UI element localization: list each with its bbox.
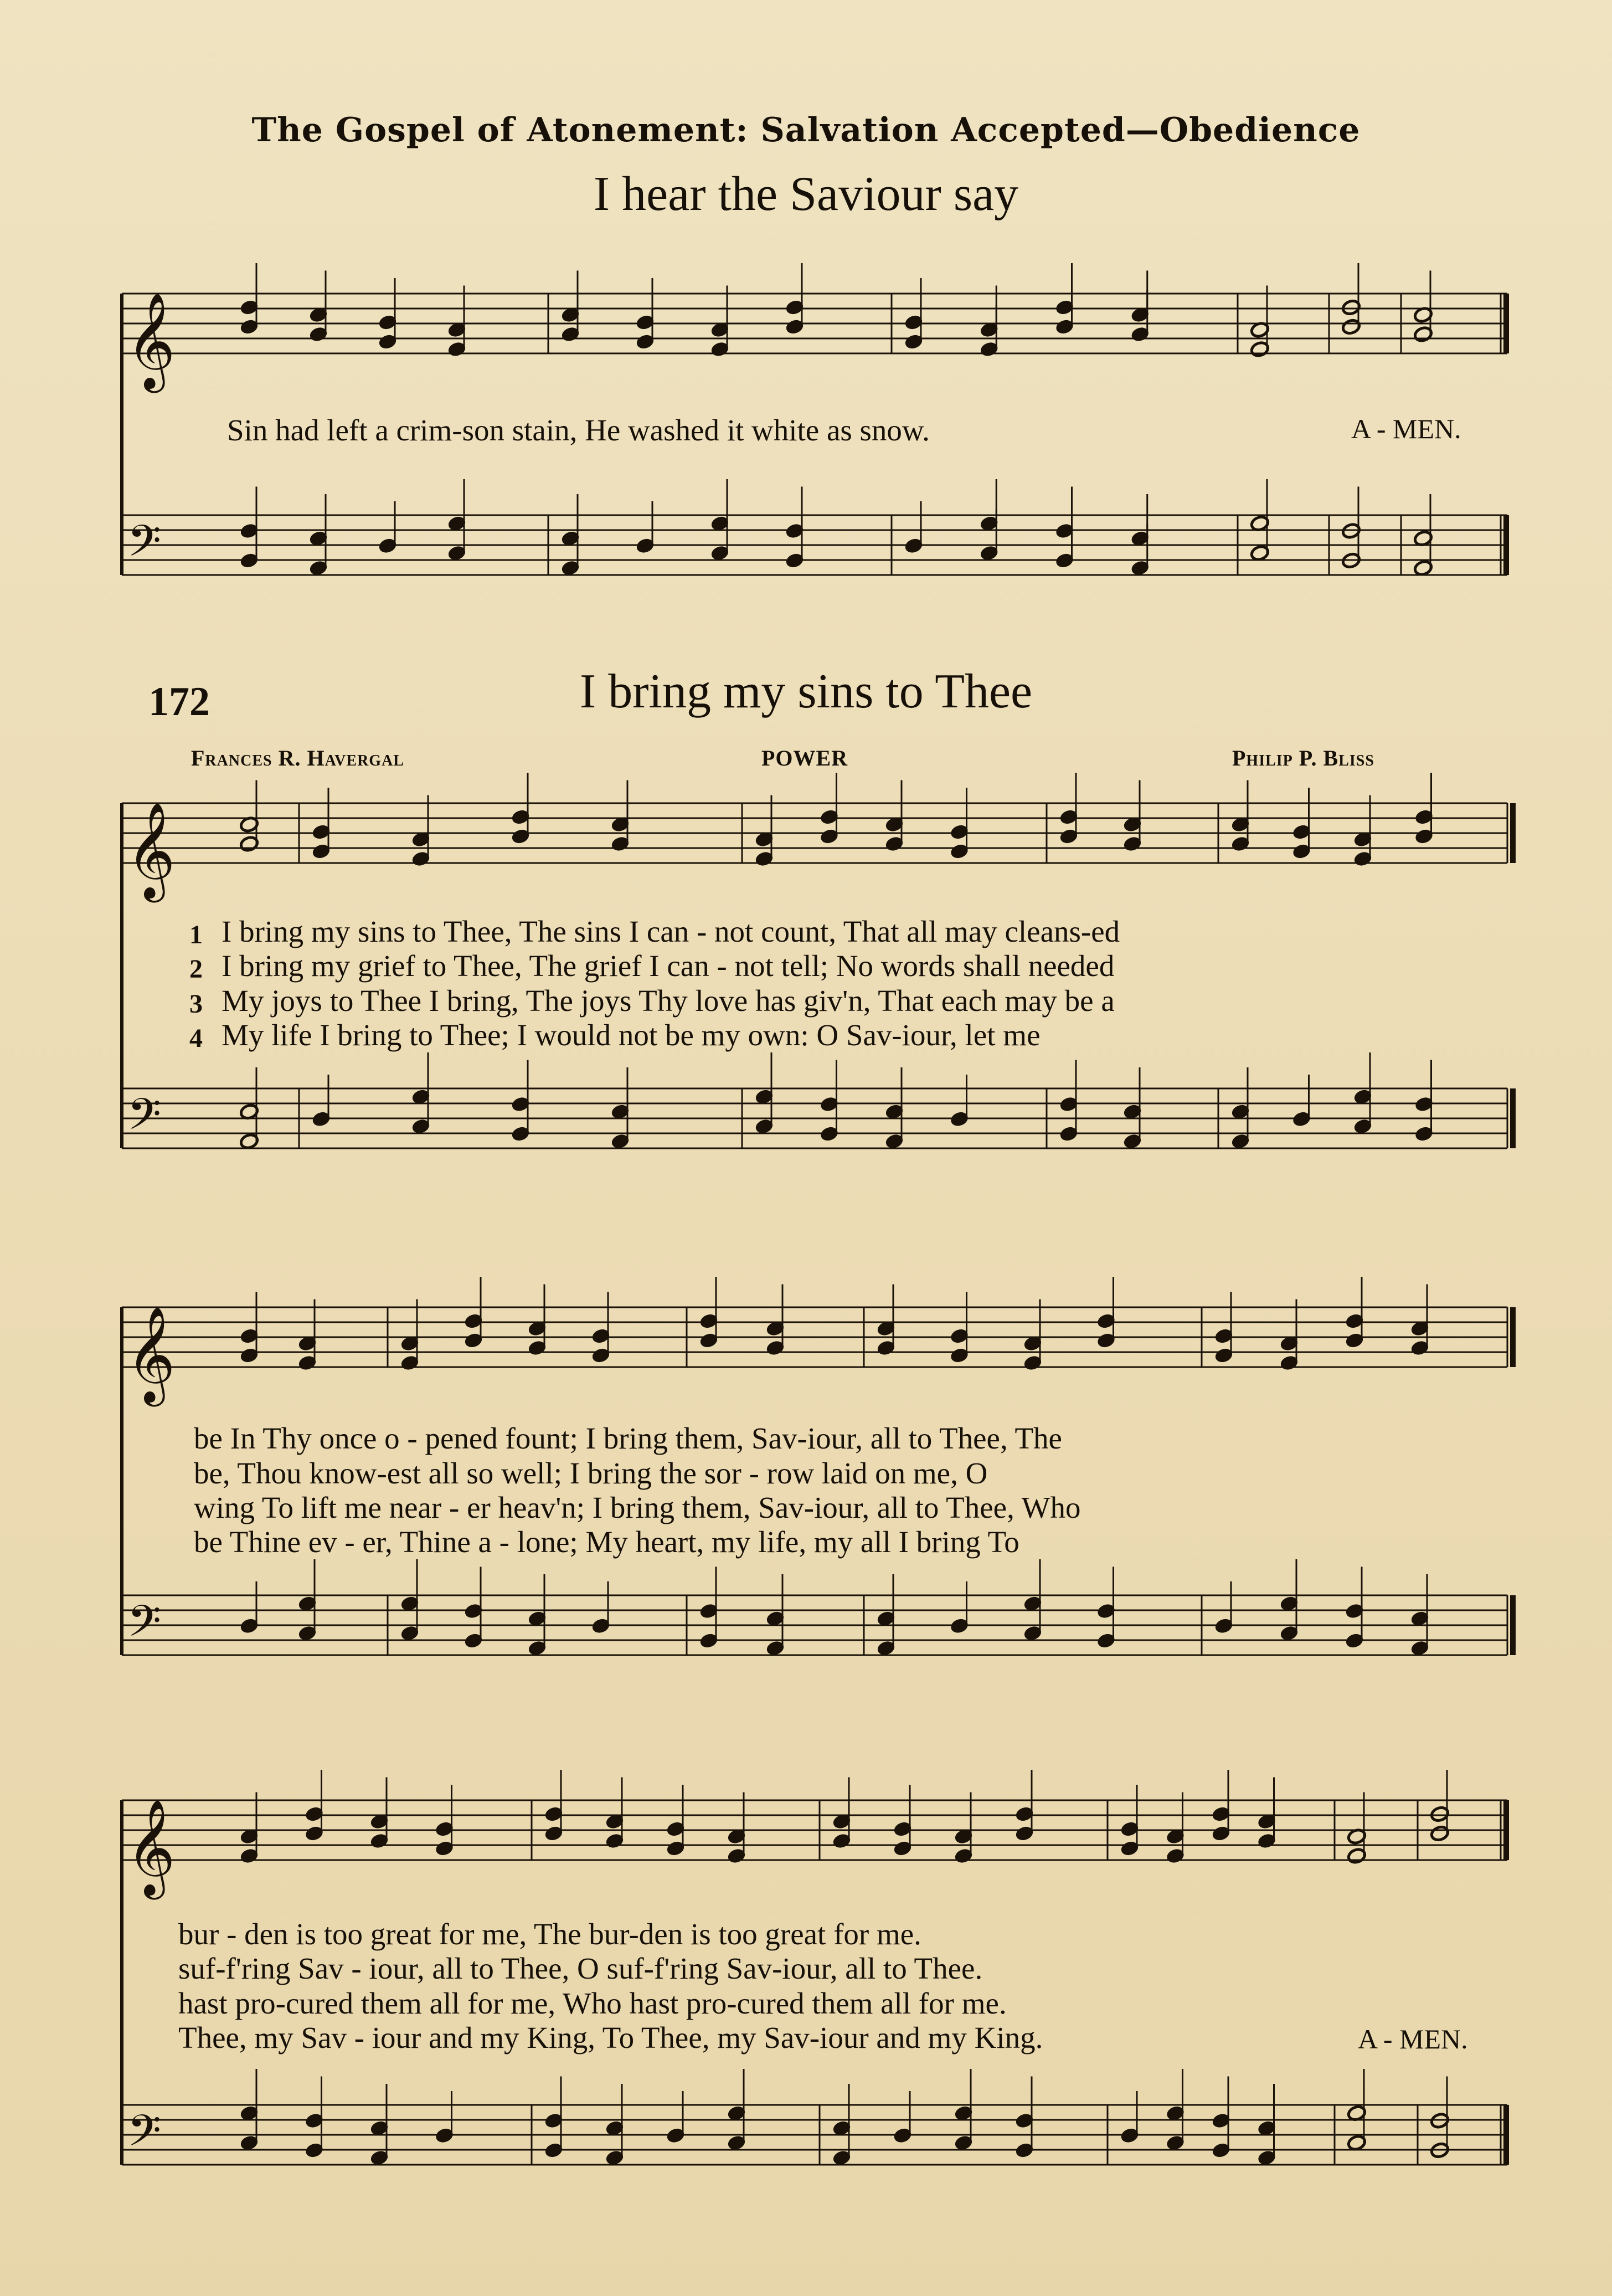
hymn-author: Frances R. Havergal [191, 746, 404, 771]
verse-2-line-1: I bring my grief to Thee, The grief I can - not tell; No words shall needed [222, 949, 1115, 983]
verse-2-line-2: be, Thou know-est all so well; I bring the sor - row laid on me, O [194, 1456, 988, 1490]
verse-3-line-2: wing To lift me near - er heav'n; I bring them, Sav-iour, all to Thee, Who [194, 1491, 1081, 1524]
verse-1-line-3: bur - den is too great for me, The bur-den is too great for me. [178, 1917, 921, 1951]
section-heading: The Gospel of Atonement: Salvation Accepted—Obedience [251, 111, 1361, 150]
hymn-title: I bring my sins to Thee [579, 665, 1033, 718]
verse-number: 3 [189, 989, 203, 1019]
svg-text:𝄞: 𝄞 [126, 1799, 176, 1896]
svg-text:𝄢: 𝄢 [127, 516, 162, 577]
hymn-tune-name: POWER [761, 746, 848, 771]
previous-hymn-amen: A - MEN. [1351, 413, 1461, 444]
verse-4-line-1: My life I bring to Thee; I would not be my own: O Sav-iour, let me [222, 1018, 1041, 1052]
hymn-number: 172 [148, 679, 210, 725]
verse-2-line-3: suf-f'ring Sav - iour, all to Thee, O suf-f'ring Sav-iour, all to Thee. [178, 1951, 983, 1985]
verse-number: 1 [189, 920, 203, 949]
verse-4-line-3: Thee, my Sav - iour and my King, To Thee, my Sav-iour and my King. [178, 2021, 1043, 2054]
hymn-composer: Philip P. Bliss [1232, 746, 1374, 771]
previous-hymn-lyric: Sin had left a crim-son stain, He washed it white as snow. [227, 413, 930, 447]
verse-number: 2 [189, 954, 203, 984]
svg-text:𝄞: 𝄞 [126, 802, 176, 898]
verse-4-line-2: be Thine ev - er, Thine a - lone; My heart, my life, my all I bring To [194, 1525, 1019, 1559]
verse-3-line-3: hast pro-cured them all for me, Who hast pro-cured them all for me. [178, 1986, 1007, 2020]
svg-text:𝄢: 𝄢 [127, 1596, 162, 1657]
verse-number: 4 [189, 1024, 203, 1053]
svg-text:𝄞: 𝄞 [126, 1306, 176, 1403]
svg-text:𝄢: 𝄢 [127, 2106, 162, 2167]
svg-text:𝄢: 𝄢 [127, 1090, 162, 1150]
verse-1-line-2: be In Thy once o - pened fount; I bring them, Sav-iour, all to Thee, The [194, 1421, 1062, 1455]
verse-1-line-1: I bring my sins to Thee, The sins I can - not count, That all may cleans-ed [222, 915, 1120, 948]
verse-3-line-1: My joys to Thee I bring, The joys Thy love has giv'n, That each may be a [222, 984, 1115, 1018]
hymn-amen: A - MEN. [1358, 2023, 1468, 2054]
svg-text:𝄞: 𝄞 [126, 292, 176, 389]
previous-hymn-title: I hear the Saviour say [593, 167, 1019, 221]
